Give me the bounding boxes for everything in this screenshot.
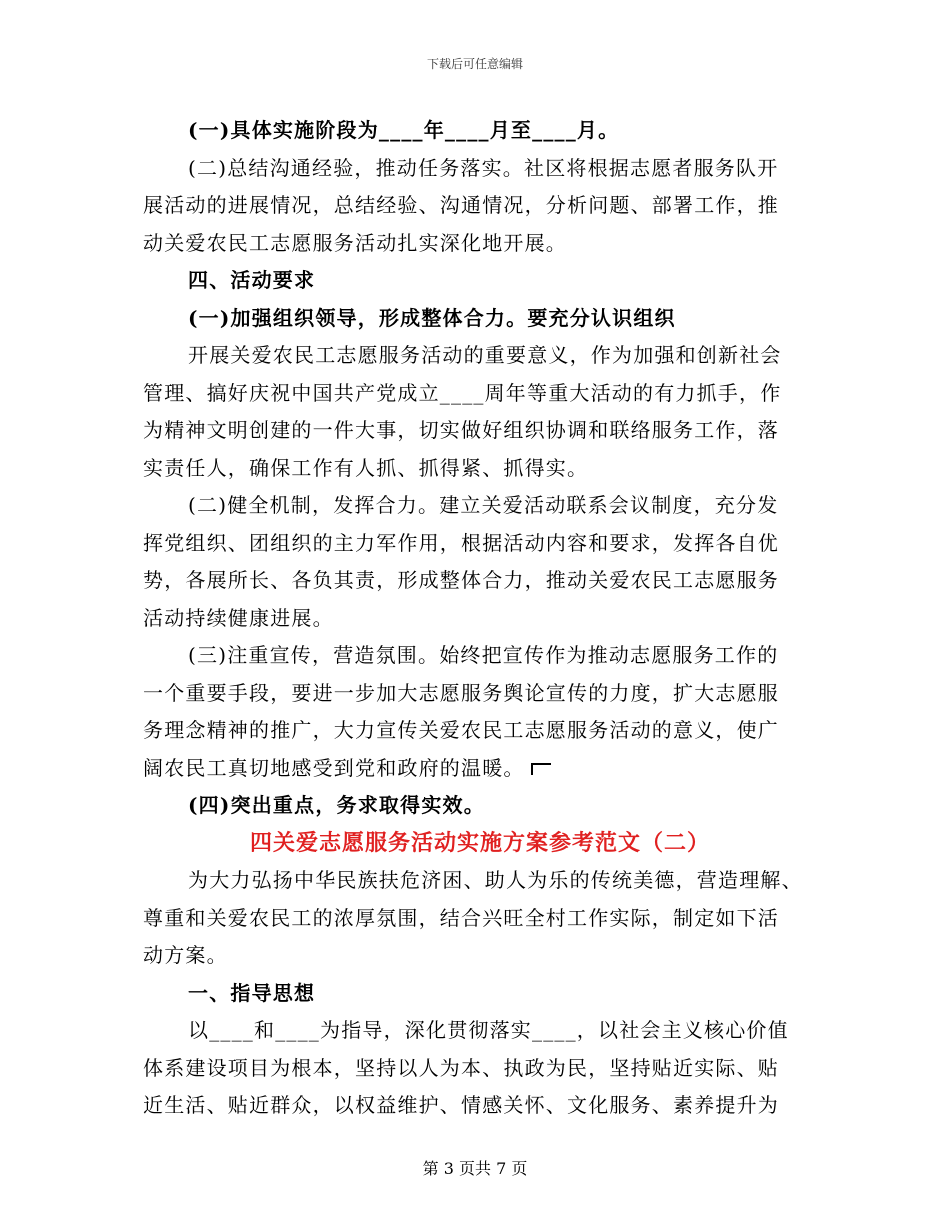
paragraph-line: 为大力弘扬中华民族扶危济困、助人为乐的传统美德，营造理解、: [188, 868, 803, 892]
page-header-note: 下载后可任意编辑: [426, 57, 523, 71]
section-heading: 四、活动要求: [188, 268, 316, 292]
paragraph-line: 体系建设项目为根本，坚持以人为本、执政为民，坚持贴近实际、贴: [143, 1055, 779, 1080]
paragraph-line: 展活动的进展情况，总结经验、沟通情况，分析问题、部署工作，推: [143, 193, 779, 217]
paragraph-line: 近生活、贴近群众，以权益维护、情感关怀、文化服务、素养提升为: [143, 1093, 779, 1117]
paragraph-line: 活动持续健康进展。: [143, 605, 334, 630]
document-title: 四关爱志愿服务活动实施方案参考范文（二）: [250, 829, 711, 856]
paragraph-line: (一)具体实施阶段为____年____月至____月。: [188, 118, 620, 142]
paragraph-line: (二)总结沟通经验，推动任务落实。社区将根据志愿者服务队开: [188, 155, 779, 180]
paragraph-line-with-mark: [143, 750, 803, 788]
paragraph-line: 动方案。: [143, 943, 228, 967]
subsection-heading: (一)加强组织领导，形成整体合力。要充分认识组织: [188, 305, 676, 330]
section-heading: 一、指导思想: [188, 980, 316, 1005]
paragraph-line: 以____和____为指导，深化贯彻落实____，以社会主义核心价值: [188, 1018, 789, 1042]
document-body: [143, 112, 803, 1125]
paragraph-line: 尊重和关爱农民工的浓厚氛围，结合兴旺全村工作实际，制定如下活: [143, 905, 779, 930]
paragraph-line: 务理念精神的推广，大力宣传关爱农民工志愿服务活动的意义，使广: [143, 718, 779, 742]
paragraph-mark-icon: [531, 763, 551, 775]
paragraph-line: 挥党组织、团组织的主力军作用，根据活动内容和要求，发挥各自优: [143, 530, 779, 555]
paragraph-line: (二)健全机制，发挥合力。建立关爱活动联系会议制度，充分发: [188, 493, 779, 517]
paragraph-line: 一个重要手段，要进一步加大志愿服务舆论宣传的力度，扩大志愿服: [143, 680, 779, 705]
paragraph-line: 实责任人，确保工作有人抓、抓得紧、抓得实。: [143, 455, 589, 480]
paragraph-line: (三)注重宣传，营造氛围。始终把宣传作为推动志愿服务工作的: [188, 643, 779, 667]
paragraph-line: 开展关爱农民工志愿服务活动的重要意义，作为加强和创新社会: [188, 343, 782, 367]
paragraph-line: 动关爱农民工志愿服务活动扎实深化地开展。: [143, 230, 567, 255]
subsection-heading: (四)突出重点，务求取得实效。: [188, 793, 485, 817]
paragraph-line: 为精神文明创建的一件大事，切实做好组织协调和联络服务工作，落: [143, 418, 779, 442]
paragraph-line-text: 阔农民工真切地感受到党和政府的温暖。: [143, 755, 525, 780]
paragraph-line: 管理、搞好庆祝中国共产党成立____周年等重大活动的有力抓手，作: [143, 380, 782, 405]
page-footer: 第 3 页共 7 页: [422, 1159, 528, 1178]
paragraph-line: 势，各展所长、各负其责，形成整体合力，推动关爱农民工志愿服务: [143, 568, 779, 592]
